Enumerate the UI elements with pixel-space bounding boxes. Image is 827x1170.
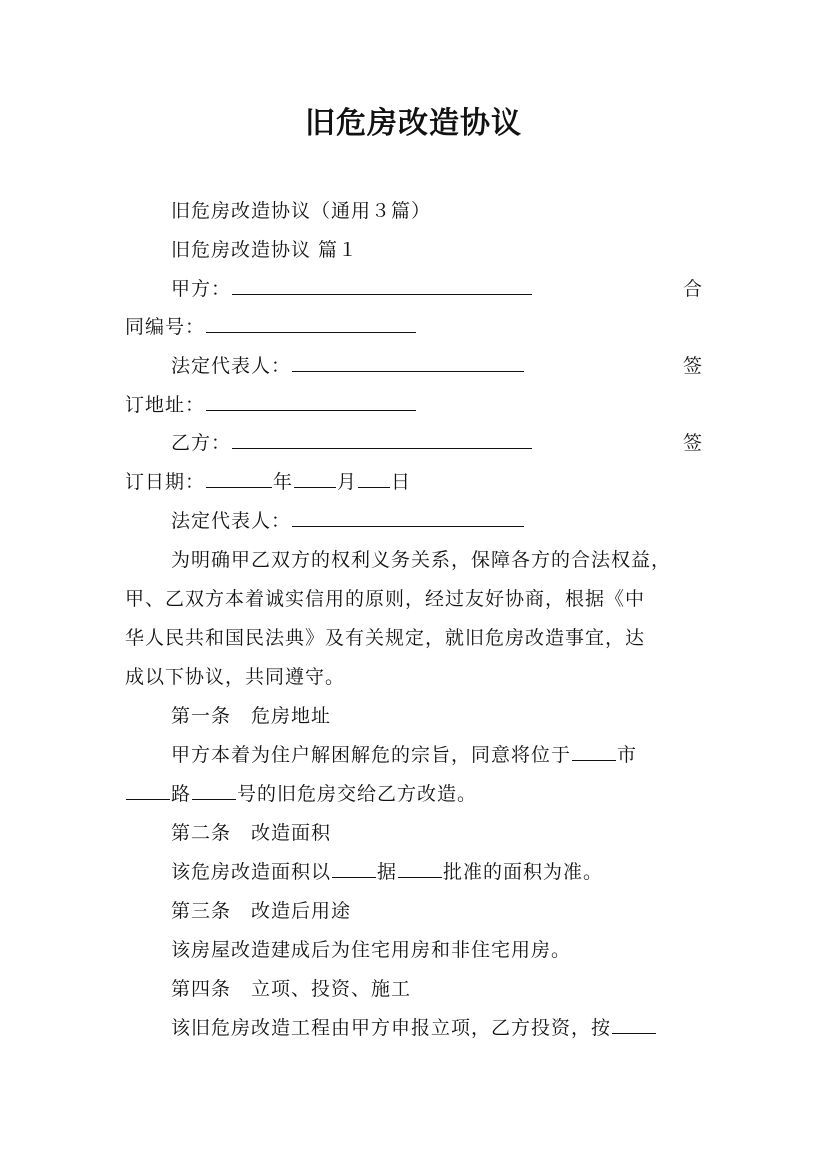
article-2-text-a: 该危房改造面积以 [171, 861, 332, 883]
legal-rep-b-line [125, 506, 703, 536]
legal-rep-a-blank [292, 351, 524, 372]
section-heading: 旧危房改造协议 篇１ [171, 239, 359, 261]
sign-date-label: 订日期： [125, 471, 206, 493]
sign-addr-label: 订地址： [125, 394, 206, 416]
contract-no-label: 同编号： [125, 316, 206, 338]
article-2-ju: 据 [377, 861, 398, 883]
day-blank [358, 467, 390, 488]
subtitle: 旧危房改造协议（通用３篇） [171, 200, 432, 222]
sign-addr-blank [206, 390, 416, 411]
road-blank [126, 779, 170, 800]
party-a-label: 甲方： [171, 278, 232, 300]
sign-date-line [125, 467, 703, 497]
party-b-label: 乙方： [171, 432, 232, 454]
city-label: 市 [617, 744, 638, 766]
article-4-title: 第四条 立项、投资、施工 [171, 978, 412, 1000]
legal-rep-b-blank [292, 506, 524, 527]
approval-blank [398, 857, 442, 878]
year-label: 年 [273, 471, 294, 493]
month-blank [294, 467, 336, 488]
article-3-text: 该房屋改造建成后为住宅用房和非住宅用房。 [171, 939, 572, 961]
day-label: 日 [391, 471, 412, 493]
article-2-title: 第二条 改造面积 [171, 822, 332, 844]
contract-no-prefix: 合 [682, 278, 703, 300]
article-4-line [125, 1013, 703, 1043]
party-a-line [125, 274, 703, 304]
contract-no-line [125, 312, 703, 342]
intro-line-1: 为明确甲乙双方的权利义务关系，保障各方的合法权益， [171, 549, 672, 571]
article-2-line [125, 857, 703, 887]
party-b-line [125, 428, 703, 458]
month-label: 月 [337, 471, 358, 493]
intro-line-2: 甲、乙双方本着诚实信用的原则，经过友好协商，根据《中 [125, 588, 646, 610]
sign-addr-prefix: 签 [682, 355, 703, 377]
contract-no-blank [206, 312, 416, 333]
party-b-field [171, 428, 533, 458]
article-1-line-1 [125, 740, 703, 770]
area-basis-blank [332, 857, 376, 878]
legal-rep-a-line [125, 351, 703, 381]
legal-rep-a-label: 法定代表人： [171, 355, 292, 377]
document-title: 旧危房改造协议 [305, 106, 522, 141]
number-blank [192, 779, 236, 800]
article-1-line-2 [125, 779, 703, 809]
legal-rep-a-field [171, 351, 525, 381]
party-b-blank [232, 428, 532, 449]
article-1-title: 第一条 危房地址 [171, 705, 332, 727]
article-1-text-a: 甲方本着为住户解困解危的宗旨，同意将位于 [171, 744, 572, 766]
intro-line-3: 华人民共和国民法典》及有关规定，就旧危房改造事宜，达 [125, 627, 646, 649]
intro-line-4: 成以下协议，共同遵守。 [125, 666, 346, 688]
article-1-text-b: 号的旧危房交给乙方改造。 [237, 783, 478, 805]
sign-date-prefix: 签 [682, 432, 703, 454]
article-2-text-b: 批准的面积为准。 [443, 861, 604, 883]
article-4-text: 该旧危房改造工程由甲方申报立项，乙方投资，按 [171, 1017, 612, 1039]
city-blank [572, 740, 616, 761]
road-label: 路 [171, 783, 192, 805]
sign-addr-line [125, 390, 703, 420]
legal-rep-b-label: 法定代表人： [171, 510, 292, 532]
party-a-blank [232, 274, 532, 295]
article-3-title: 第三条 改造后用途 [171, 900, 352, 922]
article-4-blank [612, 1013, 656, 1034]
year-blank [206, 467, 272, 488]
party-a-field [171, 274, 533, 304]
